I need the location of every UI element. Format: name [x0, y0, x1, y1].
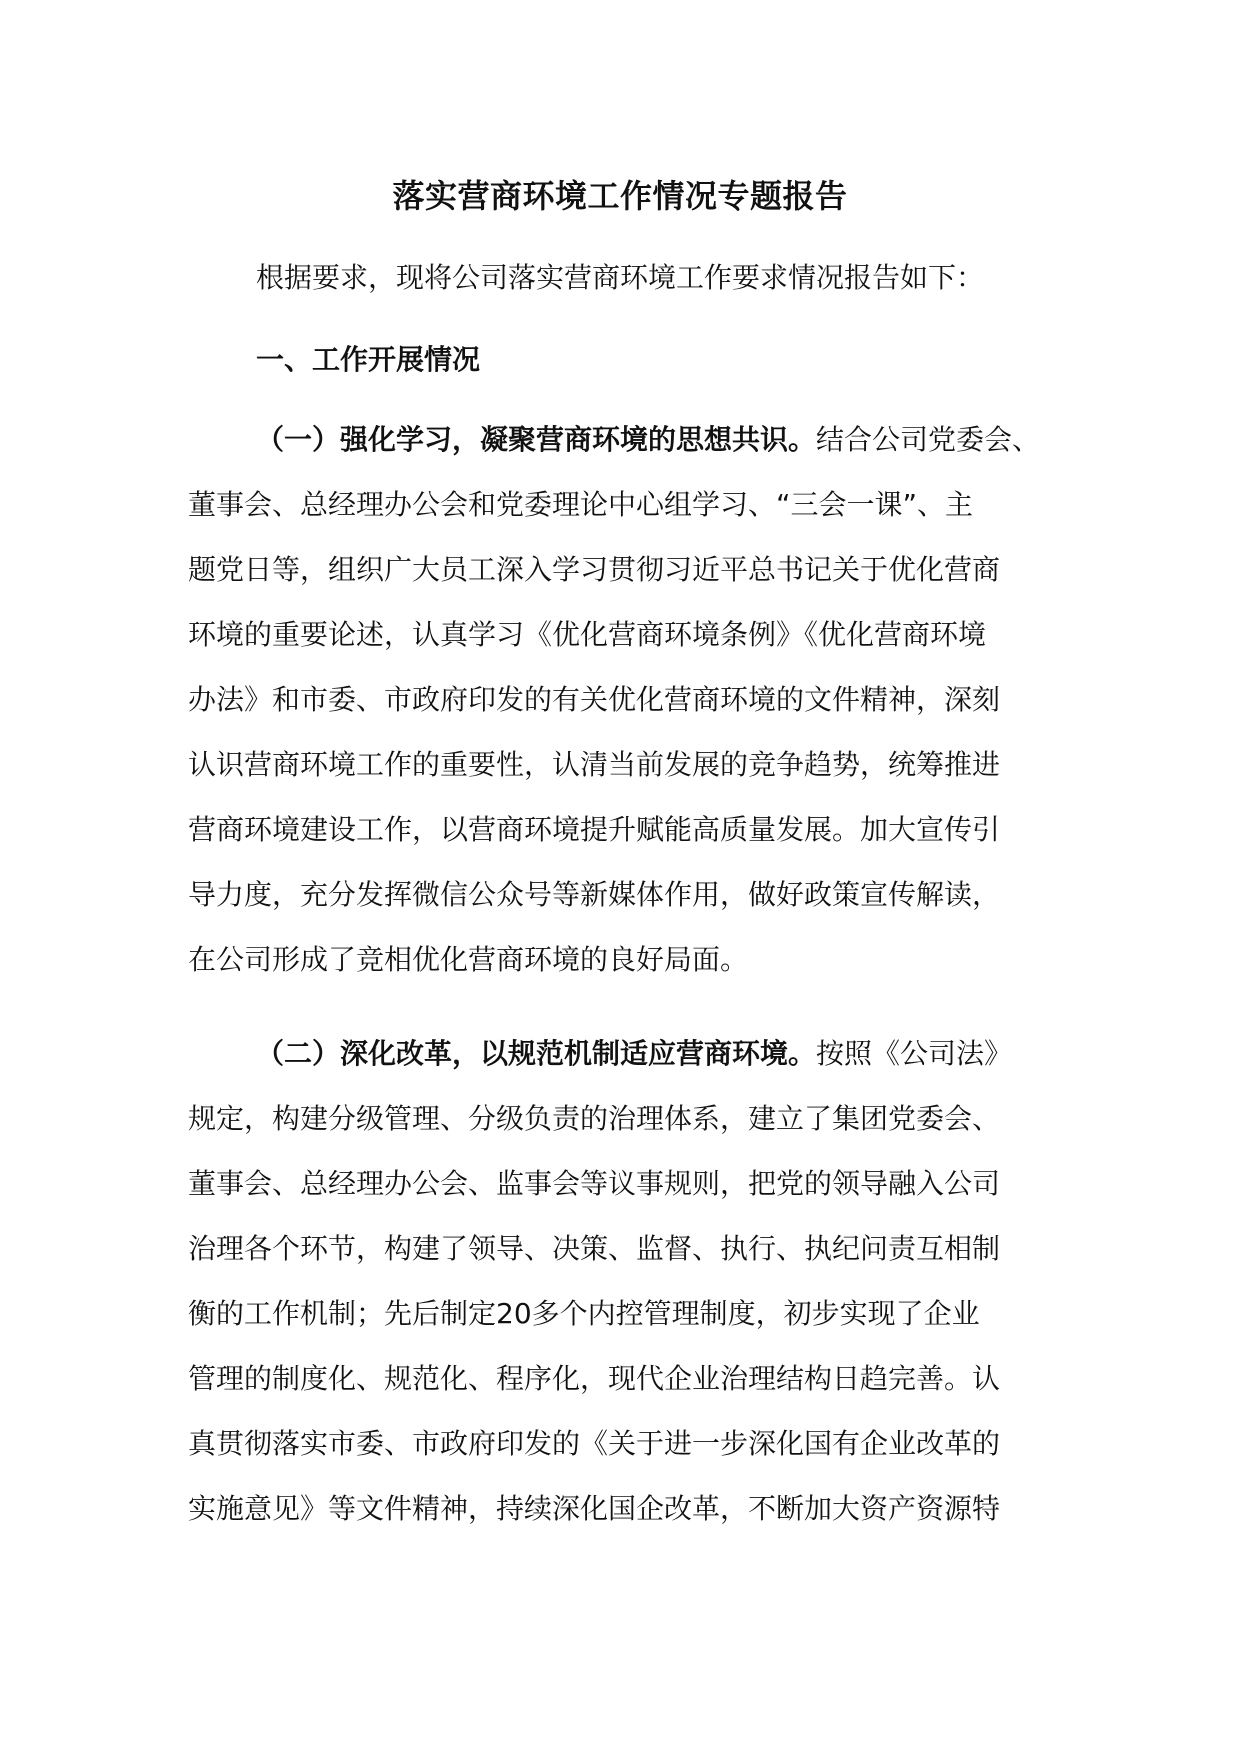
- paragraph-lead: （一）强化学习，凝聚营商环境的思想共识。: [256, 423, 817, 456]
- paragraph-line: 实施意见》等文件精神，持续深化国企改革，不断加大资产资源特: [188, 1492, 1001, 1525]
- intro-paragraph: 根据要求，现将公司落实营商环境工作要求情况报告如下：: [256, 261, 985, 294]
- paragraph-line: 题党日等，组织广大员工深入学习贯彻习近平总书记关于优化营商: [188, 553, 1001, 586]
- paragraph-text: 按照《公司法》: [816, 1037, 1013, 1070]
- paragraph-lead: （二）深化改革，以规范机制适应营商环境。: [256, 1037, 817, 1070]
- paragraph-line: 营商环境建设工作，以营商环境提升赋能高质量发展。加大宣传引: [188, 813, 1001, 846]
- paragraph-line: 管理的制度化、规范化、程序化，现代企业治理结构日趋完善。认: [188, 1362, 1001, 1395]
- paragraph-line: 董事会、总经理办公会、监事会等议事规则，把党的领导融入公司: [188, 1167, 1001, 1200]
- paragraph-1: [188, 407, 1048, 992]
- paragraph-line: 治理各个环节，构建了领导、决策、监督、执行、执纪问责互相制: [188, 1232, 1001, 1265]
- paragraph-line: [188, 407, 1048, 472]
- paragraph-line: 规定，构建分级管理、分级负责的治理体系，建立了集团党委会、: [188, 1102, 1001, 1135]
- document-title: 落实营商环境工作情况专题报告: [392, 177, 848, 215]
- paragraph-line: 办法》和市委、市政府印发的有关优化营商环境的文件精神，深刻: [188, 683, 1001, 716]
- section-heading: 一、工作开展情况: [256, 343, 481, 376]
- paragraph-line: 认识营商环境工作的重要性，认清当前发展的竞争趋势，统筹推进: [188, 748, 1001, 781]
- paragraph-line: 真贯彻落实市委、市政府印发的《关于进一步深化国有企业改革的: [188, 1427, 1001, 1460]
- paragraph-line: 在公司形成了竞相优化营商环境的良好局面。: [188, 943, 749, 976]
- paragraph-line: 董事会、总经理办公会和党委理论中心组学习、“三会一课”、主: [188, 488, 974, 521]
- paragraph-line: [188, 1021, 1048, 1086]
- paragraph-text: 结合公司党委会、: [816, 423, 1041, 456]
- paragraph-line: 环境的重要论述，认真学习《优化营商环境条例》《优化营商环境: [188, 618, 987, 651]
- paragraph-2: [188, 1021, 1048, 1541]
- paragraph-line: 衡的工作机制；先后制定20多个内控管理制度，初步实现了企业: [188, 1297, 980, 1330]
- paragraph-line: 导力度，充分发挥微信公众号等新媒体作用，做好政策宣传解读，: [188, 878, 1001, 911]
